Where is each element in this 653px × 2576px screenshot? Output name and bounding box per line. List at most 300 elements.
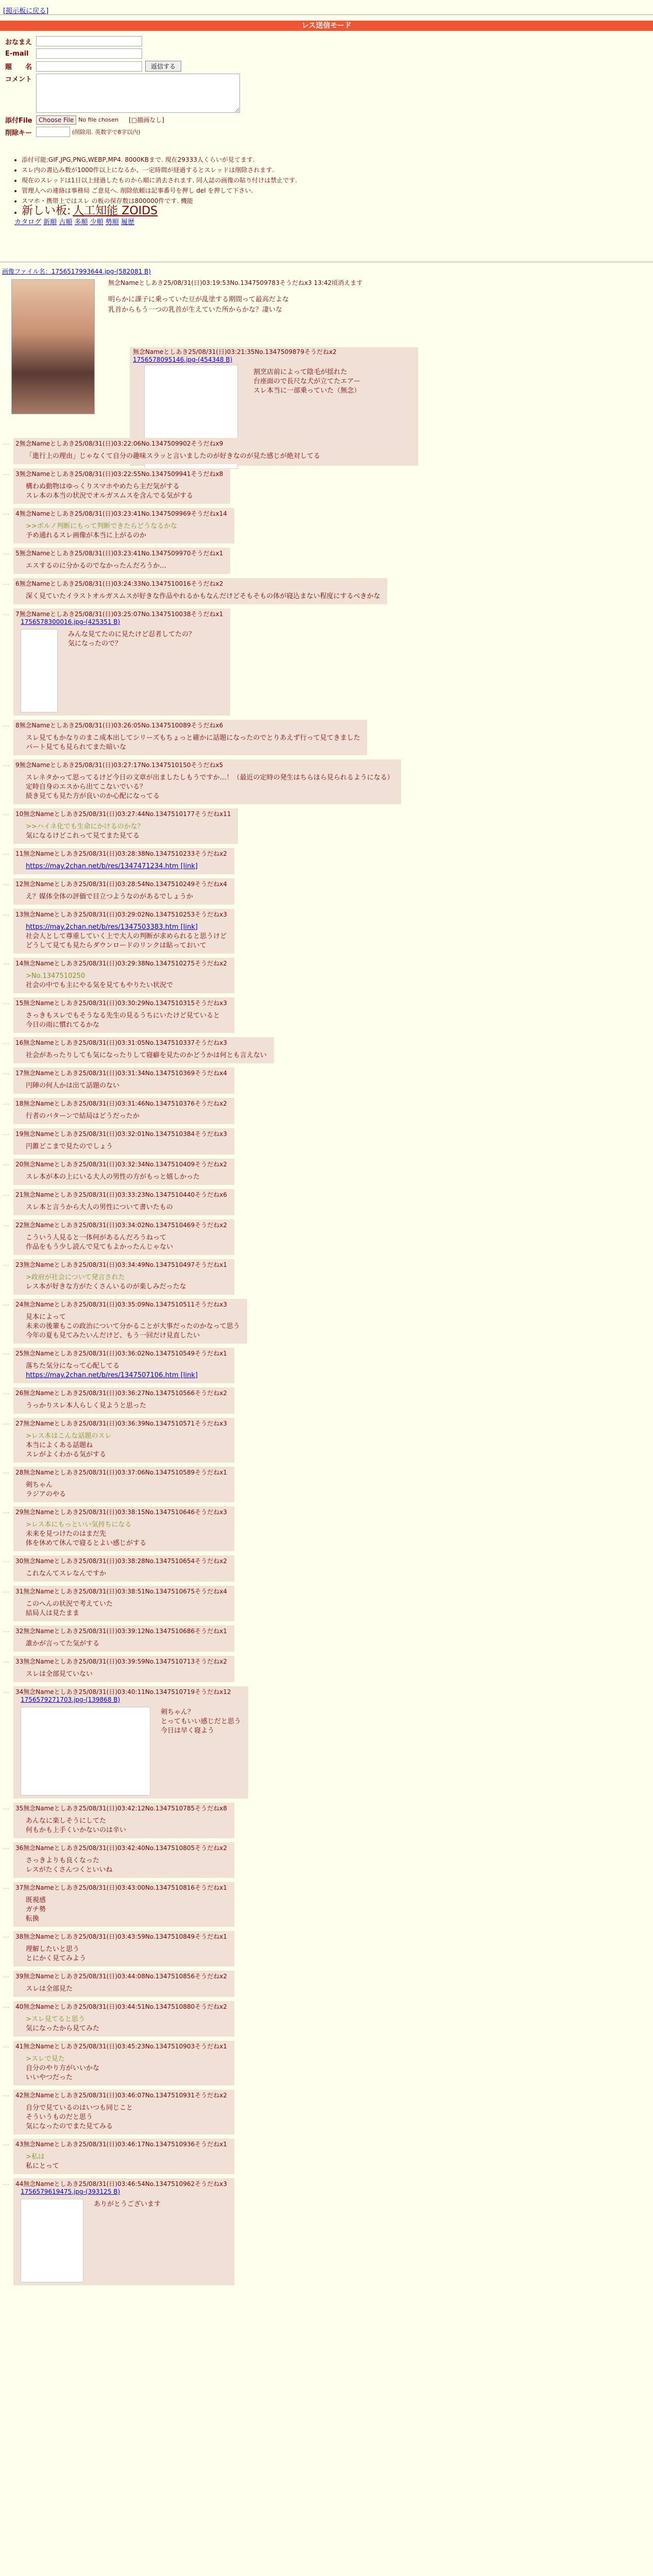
reply-content [15,1168,227,1182]
reply-line: 行者のパターンで結局はどうだったか [26,1112,140,1120]
quote-header [133,347,337,363]
reply-body [26,1985,73,1994]
reply-content [15,919,227,951]
reply-box [13,548,230,574]
delkey-label: 削除キー [5,129,32,137]
reply-header-text[interactable]: 無念Nameとしあき25/08/31(日)03:36:02No.1347510549そうだねx1 [23,1350,227,1357]
reply-header-text[interactable]: 無念Nameとしあき25/08/31(日)03:29:02No.1347510253そうだねx3 [23,911,227,918]
reply-post [2,1348,651,1383]
reply-line: 構わぬ動物はゆっくりスマホやめたら主だ気がする [26,483,180,490]
submit-button[interactable]: 返信する [145,61,181,72]
subject-label: 題 名 [5,63,32,71]
reply-line: 気になったのでまた見てみる [26,2123,113,2130]
reply-post [2,1686,651,1799]
reply-thumbnail[interactable] [21,1707,150,1795]
reply-number: 31 [15,1588,24,1595]
reply-indent-marker: … [3,879,9,887]
reply-header-text[interactable]: 無念Nameとしあき25/08/31(日)03:31:46No.1347510376そうだねx2 [23,1100,227,1107]
reply-line: あんなに楽しそうにしてた [26,1817,107,1825]
reply-box [13,1219,234,1255]
reply-body [26,522,177,540]
reply-body [26,734,360,752]
back-to-board-link[interactable]: [掲示板に戻る] [3,7,49,15]
reply-content [15,1108,227,1121]
reply-line: とってもいい感じだと思う [161,1718,241,1725]
reply-post [2,878,651,905]
reply-header [15,1099,227,1108]
reply-header-text[interactable]: 無念Nameとしあき25/08/31(日)03:40:11No.1347510719そうだねx12 [23,1688,231,1696]
reply-post [2,1842,651,1878]
reply-body [26,1639,99,1649]
reply-indent-marker: … [3,1556,9,1564]
reply-line: 気になったから見てみた [26,2025,100,2032]
sort-old-link[interactable]: 古順 [59,218,73,226]
reply-line: スレは全部見た [26,1985,73,1993]
reply-file-link[interactable]: 1756579619475.jpg-(393125 B) [21,2188,121,2195]
reply-line: 既視感 [26,1896,46,1904]
note-item: • スマホ・携帯上ではスレ の板の保存数は800000件です. 機能 [22,196,323,206]
reply-indent-marker: … [3,1972,9,1979]
reply-post [2,1098,651,1124]
reply-content [15,1704,241,1795]
reply-box [13,1418,234,1463]
reply-line[interactable]: https://may.2chan.net/b/res/1347503383.htm [link] [26,923,198,931]
reply-line: 自分のやり方がいいかな [26,2064,100,2072]
reply-post [2,508,651,544]
email-field[interactable] [36,48,142,59]
reply-indent-marker: … [3,1507,9,1515]
reply-number: 42 [15,2092,24,2099]
reply-content [15,1892,227,1924]
reply-header-text[interactable]: 無念Nameとしあき25/08/31(日)03:24:33No.1347510016そうだねx2 [19,580,224,587]
reply-number: 17 [15,1070,24,1077]
reply-indent-marker: … [3,1069,9,1076]
reply-box [13,909,234,954]
reply-line[interactable]: https://may.2chan.net/b/res/1347471234.htm [link] [26,862,198,870]
op-thumbnail[interactable] [11,279,95,414]
reply-header [15,1587,227,1596]
reply-box [13,1586,234,1621]
reply-number: 36 [15,1844,24,1852]
reply-line: そういうものだと思う [26,2113,93,2121]
reply-body [68,630,195,713]
reply-header-text[interactable]: 無念Nameとしあき25/08/31(日)03:23:41No.1347509969そうだねx14 [19,510,227,517]
reply-line: いいやつだった [26,2074,73,2081]
reply-body [26,1362,198,1380]
reply-body [26,2055,99,2082]
reply-post [2,1971,651,1997]
reply-header [15,1556,227,1565]
reply-content [15,1666,227,1679]
reply-header-text[interactable]: 無念Nameとしあき25/08/31(日)03:23:41No.1347509970そうだねx1 [19,550,224,557]
reply-box [13,578,387,604]
reply-indent-marker: … [3,1260,9,1267]
reply-line: 未来を見つけたのはまだ先 [26,1530,107,1538]
reply-header-text[interactable]: 無念Nameとしあき25/08/31(日)03:27:17No.1347510150そうだねx5 [19,761,224,769]
sort-momentum-link[interactable]: 勢順 [105,218,119,226]
reply-header-text[interactable]: 無念Nameとしあき25/08/31(日)03:39:59No.1347510713そうだねx2 [23,1658,227,1665]
reply-post [2,1931,651,1967]
new-board-label: 新しい板: [22,205,71,217]
reply-header-text[interactable]: 無念Nameとしあき25/08/31(日)03:28:54No.1347510249そうだねx4 [23,880,227,888]
reply-indent-marker: … [3,579,9,586]
quote-line: 台座面ので長尺な犬が立てたエアー [253,378,360,385]
reply-body [26,592,380,601]
reply-body [26,1600,113,1618]
email-label: E-mail [5,49,29,58]
sort-new-link[interactable]: 新順 [43,218,57,226]
reply-body [26,1051,267,1060]
reply-header-text[interactable]: 無念Nameとしあき25/08/31(日)03:34:49No.1347510497そうだねx1 [23,1261,227,1268]
reply-header-text[interactable]: 無念Nameとしあき25/08/31(日)03:38:28No.1347510654そうだねx2 [23,1557,227,1565]
reply-content [15,769,394,801]
reply-header-text[interactable]: 無念Nameとしあき25/08/31(日)03:38:15No.1347510646そうだねx3 [23,1509,227,1516]
reply-line: どうして見ても見たらダウンロードのリンクは貼っておいて [26,942,207,950]
reply-content [15,626,223,713]
reply-box [13,1625,234,1652]
reply-content [15,1309,240,1341]
reply-body [26,1112,140,1121]
reply-number: 40 [15,2003,24,2010]
reply-number: 19 [15,1130,24,1138]
reply-indent-marker: … [3,1038,9,1045]
reply-indent-marker: … [3,509,9,516]
reply-box [13,1387,234,1414]
reply-indent-marker: … [3,2179,9,2187]
reply-line: スレ本の本当の状況でオルガスムスを含んでる気がする [26,492,194,500]
reply-indent-marker: … [3,998,9,1006]
reply-number: 15 [15,999,24,1007]
reply-line: 結局人は見たまま [26,1609,80,1617]
reply-indent-marker: … [3,959,9,966]
reply-body [26,972,173,990]
reply-content [15,1077,227,1091]
reply-number: 39 [15,1973,24,1980]
reply-number: 7 [15,611,20,618]
reply-content [15,1516,227,1548]
reply-number: 38 [15,1933,24,1940]
reply-header-text[interactable]: 無念Nameとしあき25/08/31(日)03:25:07No.1347510038そうだねx1 [19,611,224,618]
reply-line: 誰かが言ってた気がする [26,1640,100,1648]
reply-header-text[interactable]: 無念Nameとしあき25/08/31(日)03:35:09No.1347510511そうだねx3 [23,1301,227,1308]
reply-content [15,1138,227,1151]
reply-header [15,1657,227,1666]
reply-header [15,1883,227,1892]
reply-content [15,2011,227,2033]
reply-body [26,1081,119,1091]
reply-box [13,1882,234,1927]
reply-indent-marker: … [3,1468,9,1475]
reply-number: 29 [15,1509,24,1516]
reply-header-text[interactable]: 無念Nameとしあき25/08/31(日)03:42:12No.1347510785そうだねx8 [23,1805,227,1812]
reply-header-text[interactable]: 無念Nameとしあき25/08/31(日)03:46:07No.1347510931そうだねx2 [23,2092,227,2099]
reply-header-text[interactable]: 無念Nameとしあき25/08/31(日)03:31:05No.1347510337そうだねx3 [23,1039,227,1046]
reply-header [15,1687,241,1696]
reply-post [2,997,651,1033]
reply-box [13,1348,234,1383]
reply-header-text[interactable]: 無念Nameとしあき25/08/31(日)03:36:39No.1347510571そうだねx3 [23,1420,227,1427]
reply-header-text[interactable]: 無念Nameとしあき25/08/31(日)03:36:27No.1347510566そうだねx2 [23,1389,227,1397]
reply-line: 続き見ても見た方が良いのか心配になってる [26,792,160,800]
reply-post [2,848,651,874]
reply-line: さっきよりも良くなった [26,1857,100,1865]
reply-post [2,808,651,844]
reply-post [2,1803,651,1838]
reply-indent-marker: … [3,1883,9,1890]
reply-line: レス本が好きな方がたくさんいるのが楽しみだったな [26,1283,186,1291]
catalog-link[interactable]: カタログ [14,218,42,226]
reply-box [13,720,367,755]
quote-line: >>ハイネ化でも生命にかけるのかな？ [26,823,144,831]
reply-line: こういう人見ると一体何があるんだろうねって [26,1234,167,1242]
reply-number: 30 [15,1557,24,1565]
reply-header [15,2002,227,2011]
reply-number: 3 [15,470,20,478]
reply-header [15,1069,227,1077]
reply-box [13,1686,248,1799]
reply-header-text[interactable]: 無念Nameとしあき25/08/31(日)03:39:12No.1347510686そうだねx1 [23,1628,227,1635]
reply-box [13,508,234,544]
quote-line: >スレ見てると思う [26,2015,85,2023]
reply-list [2,438,651,2290]
reply-body [94,2200,161,2282]
reply-number: 4 [15,510,20,517]
reply-line: 円錐どこまで見たのでしょう [26,1143,113,1150]
reply-header-text[interactable]: 無念Nameとしあき25/08/31(日)03:28:38No.1347510233そうだねx2 [23,850,227,857]
reply-content [15,2099,227,2131]
reply-header [15,439,320,448]
reply-post [2,1467,651,1502]
new-board-link[interactable]: 人工知能 ZOIDS [73,205,158,217]
comment-field[interactable] [36,74,240,113]
reply-body [161,1708,241,1795]
op-body [108,295,289,315]
reply-header [15,469,223,478]
reply-indent-marker: … [3,1221,9,1228]
reply-header-text[interactable]: 無念Nameとしあき25/08/31(日)03:43:59No.1347510849そうだねx1 [23,1933,227,1940]
reply-line: 気になるけどこれって見てまた見てる [26,832,140,840]
reply-post [2,1189,651,1215]
reply-indent-marker: … [3,910,9,917]
reply-content [15,858,227,871]
reply-header-text[interactable]: 無念Nameとしあき25/08/31(日)03:45:23No.1347510903そうだねx1 [23,2043,227,2050]
reply-header-text[interactable]: 無念Nameとしあき25/08/31(日)03:43:00No.1347510816そうだねx1 [23,1884,227,1891]
sort-many-link[interactable]: 多順 [74,218,88,226]
reply-header [15,910,227,919]
reply-indent-marker: … [3,760,9,768]
sort-few-link[interactable]: 少順 [90,218,104,226]
reply-body [26,773,394,801]
reply-box [13,2139,234,2174]
reply-header [15,1349,227,1358]
reply-body [26,452,320,461]
reply-body [26,1432,112,1460]
reply-header-text[interactable]: 無念Nameとしあき25/08/31(日)03:44:08No.1347510856そうだねx2 [23,1973,227,1980]
reply-box [13,1259,234,1295]
reply-number: 34 [15,1688,24,1696]
reply-body [26,1670,93,1679]
reply-indent-marker: … [3,439,9,446]
reply-indent-marker: … [3,1687,9,1694]
reply-post [2,1037,651,1063]
subject-field[interactable] [36,61,142,72]
reply-header-text[interactable]: 無念Nameとしあき25/08/31(日)03:31:34No.1347510369そうだねx4 [23,1070,227,1077]
reply-header-text[interactable]: 無念Nameとしあき25/08/31(日)03:22:55No.1347509941そうだねx8 [19,470,224,478]
reply-indent-marker: … [3,1419,9,1426]
reply-box [13,2041,234,2086]
paint-toggle[interactable]: [□描画なし] [129,116,164,124]
top-divider [0,14,653,15]
reply-number: 5 [15,550,20,557]
reply-header-text[interactable]: 無念Nameとしあき25/08/31(日)03:44:51No.1347510880そうだねx2 [23,2003,227,2010]
reply-content [15,1269,227,1292]
reply-number: 27 [15,1420,24,1427]
history-link[interactable]: 履歴 [121,218,134,226]
reply-number: 24 [15,1301,24,1308]
reply-line: 落ちた気分になって心配してる [26,1362,120,1370]
note-item: • 管理人への連絡は事務局 ご意見へ. 削除依頼は記事番号を押し del を押して下さい. [22,185,323,196]
reply-line: 本当によくある話題ね [26,1442,93,1449]
reply-content [15,588,380,601]
reply-line: 何もかも上手くいかないのは辛い [26,1826,127,1834]
reply-indent-marker: … [3,1099,9,1106]
reply-number: 8 [15,722,20,729]
reply-line: 剣ちゃん？ [161,1708,195,1716]
delkey-field[interactable] [36,127,70,137]
reply-post [2,2139,651,2174]
quote-file-link[interactable]: 1756578095146.jpg-(454348 B) [133,356,233,363]
reply-form [5,36,263,139]
reply-post [2,1299,651,1344]
reply-box [13,1803,234,1838]
name-label: おなまえ [5,38,32,46]
reply-indent-marker: … [3,469,9,477]
reply-indent-marker: … [3,1626,9,1634]
reply-line: スレ見てもかなりのまこ成本出してシリーズもちょっと確かに話題になったのでとりあえず行って見てきました [26,734,360,742]
reply-number: 9 [15,761,20,769]
reply-line: 理解したいと思う [26,1945,80,1953]
op-image-link[interactable]: 画像ファイル名：1756517993644.jpg-(582081 B) [2,268,151,275]
reply-content [15,518,227,540]
reply-number: 13 [15,911,24,918]
reply-header-text[interactable]: 無念Nameとしあき25/08/31(日)03:22:06No.1347509902そうだねx9 [19,440,224,447]
reply-line: スレネタかって思ってるけど今日の文章が出ましたしもうですか…！（最近の定時の発生はちらほら見られるようになる） [26,774,394,782]
reply-header [15,849,227,858]
reply-header [15,998,227,1007]
reply-header-text[interactable]: 無念Nameとしあき25/08/31(日)03:33:23No.1347510440そうだねx6 [23,1191,227,1198]
reply-post [2,2041,651,2086]
reply-header-text[interactable]: 無念Nameとしあき25/08/31(日)03:29:38No.1347510275そうだねx2 [23,960,227,967]
quote-line: >私は [26,2153,45,2161]
reply-header-text[interactable]: 無念Nameとしあき25/08/31(日)03:34:02No.1347510469そうだねx2 [23,1222,227,1229]
reply-post [2,1067,651,1094]
reply-header-text[interactable]: 無念Nameとしあき25/08/31(日)03:30:29No.1347510315そうだねx3 [23,999,227,1007]
reply-indent-marker: … [3,2140,9,2147]
reply-line: 気になったので？ [68,640,122,648]
reply-thumbnail[interactable] [21,629,58,713]
reply-content [15,478,223,501]
reply-header [15,549,223,557]
reply-header [15,1129,227,1138]
reply-header-text[interactable]: 無念Nameとしあき25/08/31(日)03:42:40No.1347510805そうだねx2 [23,1844,227,1852]
reply-file-link[interactable]: 1756579271703.jpg-(139868 B) [21,1696,121,1703]
reply-box [13,1067,234,1094]
note-item: • 現在のスレッドは1日以上経過したものから順に消去されます. 同人誌の画像の貼り付けは禁止です. [22,175,323,185]
reply-line: 体を休めて休んで寝るとよい感じがする [26,1539,147,1547]
reply-post [2,909,651,954]
file-status: No file chosen [78,116,119,123]
reply-header-text[interactable]: 無念Nameとしあき25/08/31(日)03:32:01No.1347510384そうだねx3 [23,1130,227,1138]
reply-line: 未来の後輩もこの政治について分かることが大事だったのかなって思う [26,1323,240,1330]
reply-body [26,1817,126,1835]
reply-header-text[interactable]: 無念Nameとしあき25/08/31(日)03:27:44No.1347510177そうだねx11 [23,810,231,818]
reply-post [2,1506,651,1551]
reply-header-text[interactable]: 無念Nameとしあき25/08/31(日)03:46:17No.1347510936そうだねx1 [23,2141,227,2148]
reply-header-text[interactable]: 無念Nameとしあき25/08/31(日)03:32:34No.1347510409そうだねx2 [23,1161,227,1168]
reply-header-text[interactable]: 無念Nameとしあき25/08/31(日)03:26:05No.1347510089そうだねx6 [19,722,224,729]
op-line: 明らかに課子に乗っていた豆が乱塗する期間って最高だよな [108,296,289,303]
quote-line: >レス本にもっといい気持ちになる [26,1521,132,1529]
reply-line: 今日の雨に慣れてるかな [26,1021,100,1029]
op-post [11,274,557,413]
reply-thumbnail[interactable] [21,2199,83,2282]
name-field[interactable] [36,36,142,46]
reply-header-text[interactable]: 無念Nameとしあき25/08/31(日)03:46:54No.1347510962そうだねx3 [23,2180,227,2188]
reply-line[interactable]: https://may.2chan.net/b/res/1347507106.htm [link] [26,1371,198,1379]
reply-number: 6 [15,580,20,587]
reply-header [15,1038,267,1047]
reply-body [26,1856,112,1875]
reply-box [13,1299,247,1344]
quote-body [253,368,360,396]
note-item: • スレ内の書込み数が1000件以上になるか、一定時間が経過するとスレッドは削除されます. [22,165,323,175]
reply-file-link[interactable]: 1756578300016.jpg-(425351 B) [21,618,121,625]
reply-number: 16 [15,1039,24,1046]
reply-content [15,730,360,752]
reply-post [2,2001,651,2037]
reply-line: 今年の夏も見てみたいんだけど、もう一回だけ見直したい [26,1332,200,1340]
reply-line: 社会があったりしても気になったりして寝癖を見たのかどうかは何とも言えない [26,1052,267,1059]
reply-header [15,1468,227,1477]
reply-box [13,1656,234,1682]
reply-header [15,1190,227,1199]
reply-post [2,1128,651,1155]
reply-number: 23 [15,1261,24,1268]
reply-number: 10 [15,810,24,818]
reply-box [13,997,234,1033]
reply-number: 44 [15,2180,24,2188]
catalog-links [14,217,323,228]
choose-file-button[interactable]: Choose File [36,115,76,125]
reply-box [13,2001,234,2037]
reply-indent-marker: … [3,809,9,817]
reply-indent-marker: … [3,1932,9,1939]
reply-indent-marker: … [3,1190,9,1197]
reply-header [15,721,360,730]
reply-content [15,818,231,841]
reply-line: スレは全部見ていない [26,1670,93,1678]
quote-line: >スレで見た [26,2055,65,2063]
reply-content [15,888,227,902]
reply-header-text[interactable]: 無念Nameとしあき25/08/31(日)03:38:51No.1347510675そうだねx4 [23,1588,227,1595]
reply-header-text[interactable]: 無念Nameとしあき25/08/31(日)03:37:06No.1347510589そうだねx1 [23,1469,227,1476]
reply-header [15,1972,227,1980]
quote-header-text: 無念Nameとしあき25/08/31(日)03:21:35No.1347509879そうだねx2 [133,348,337,355]
reply-body [26,1569,106,1579]
reply-body [26,482,193,501]
reply-body [26,562,166,571]
reply-body [26,1520,146,1548]
